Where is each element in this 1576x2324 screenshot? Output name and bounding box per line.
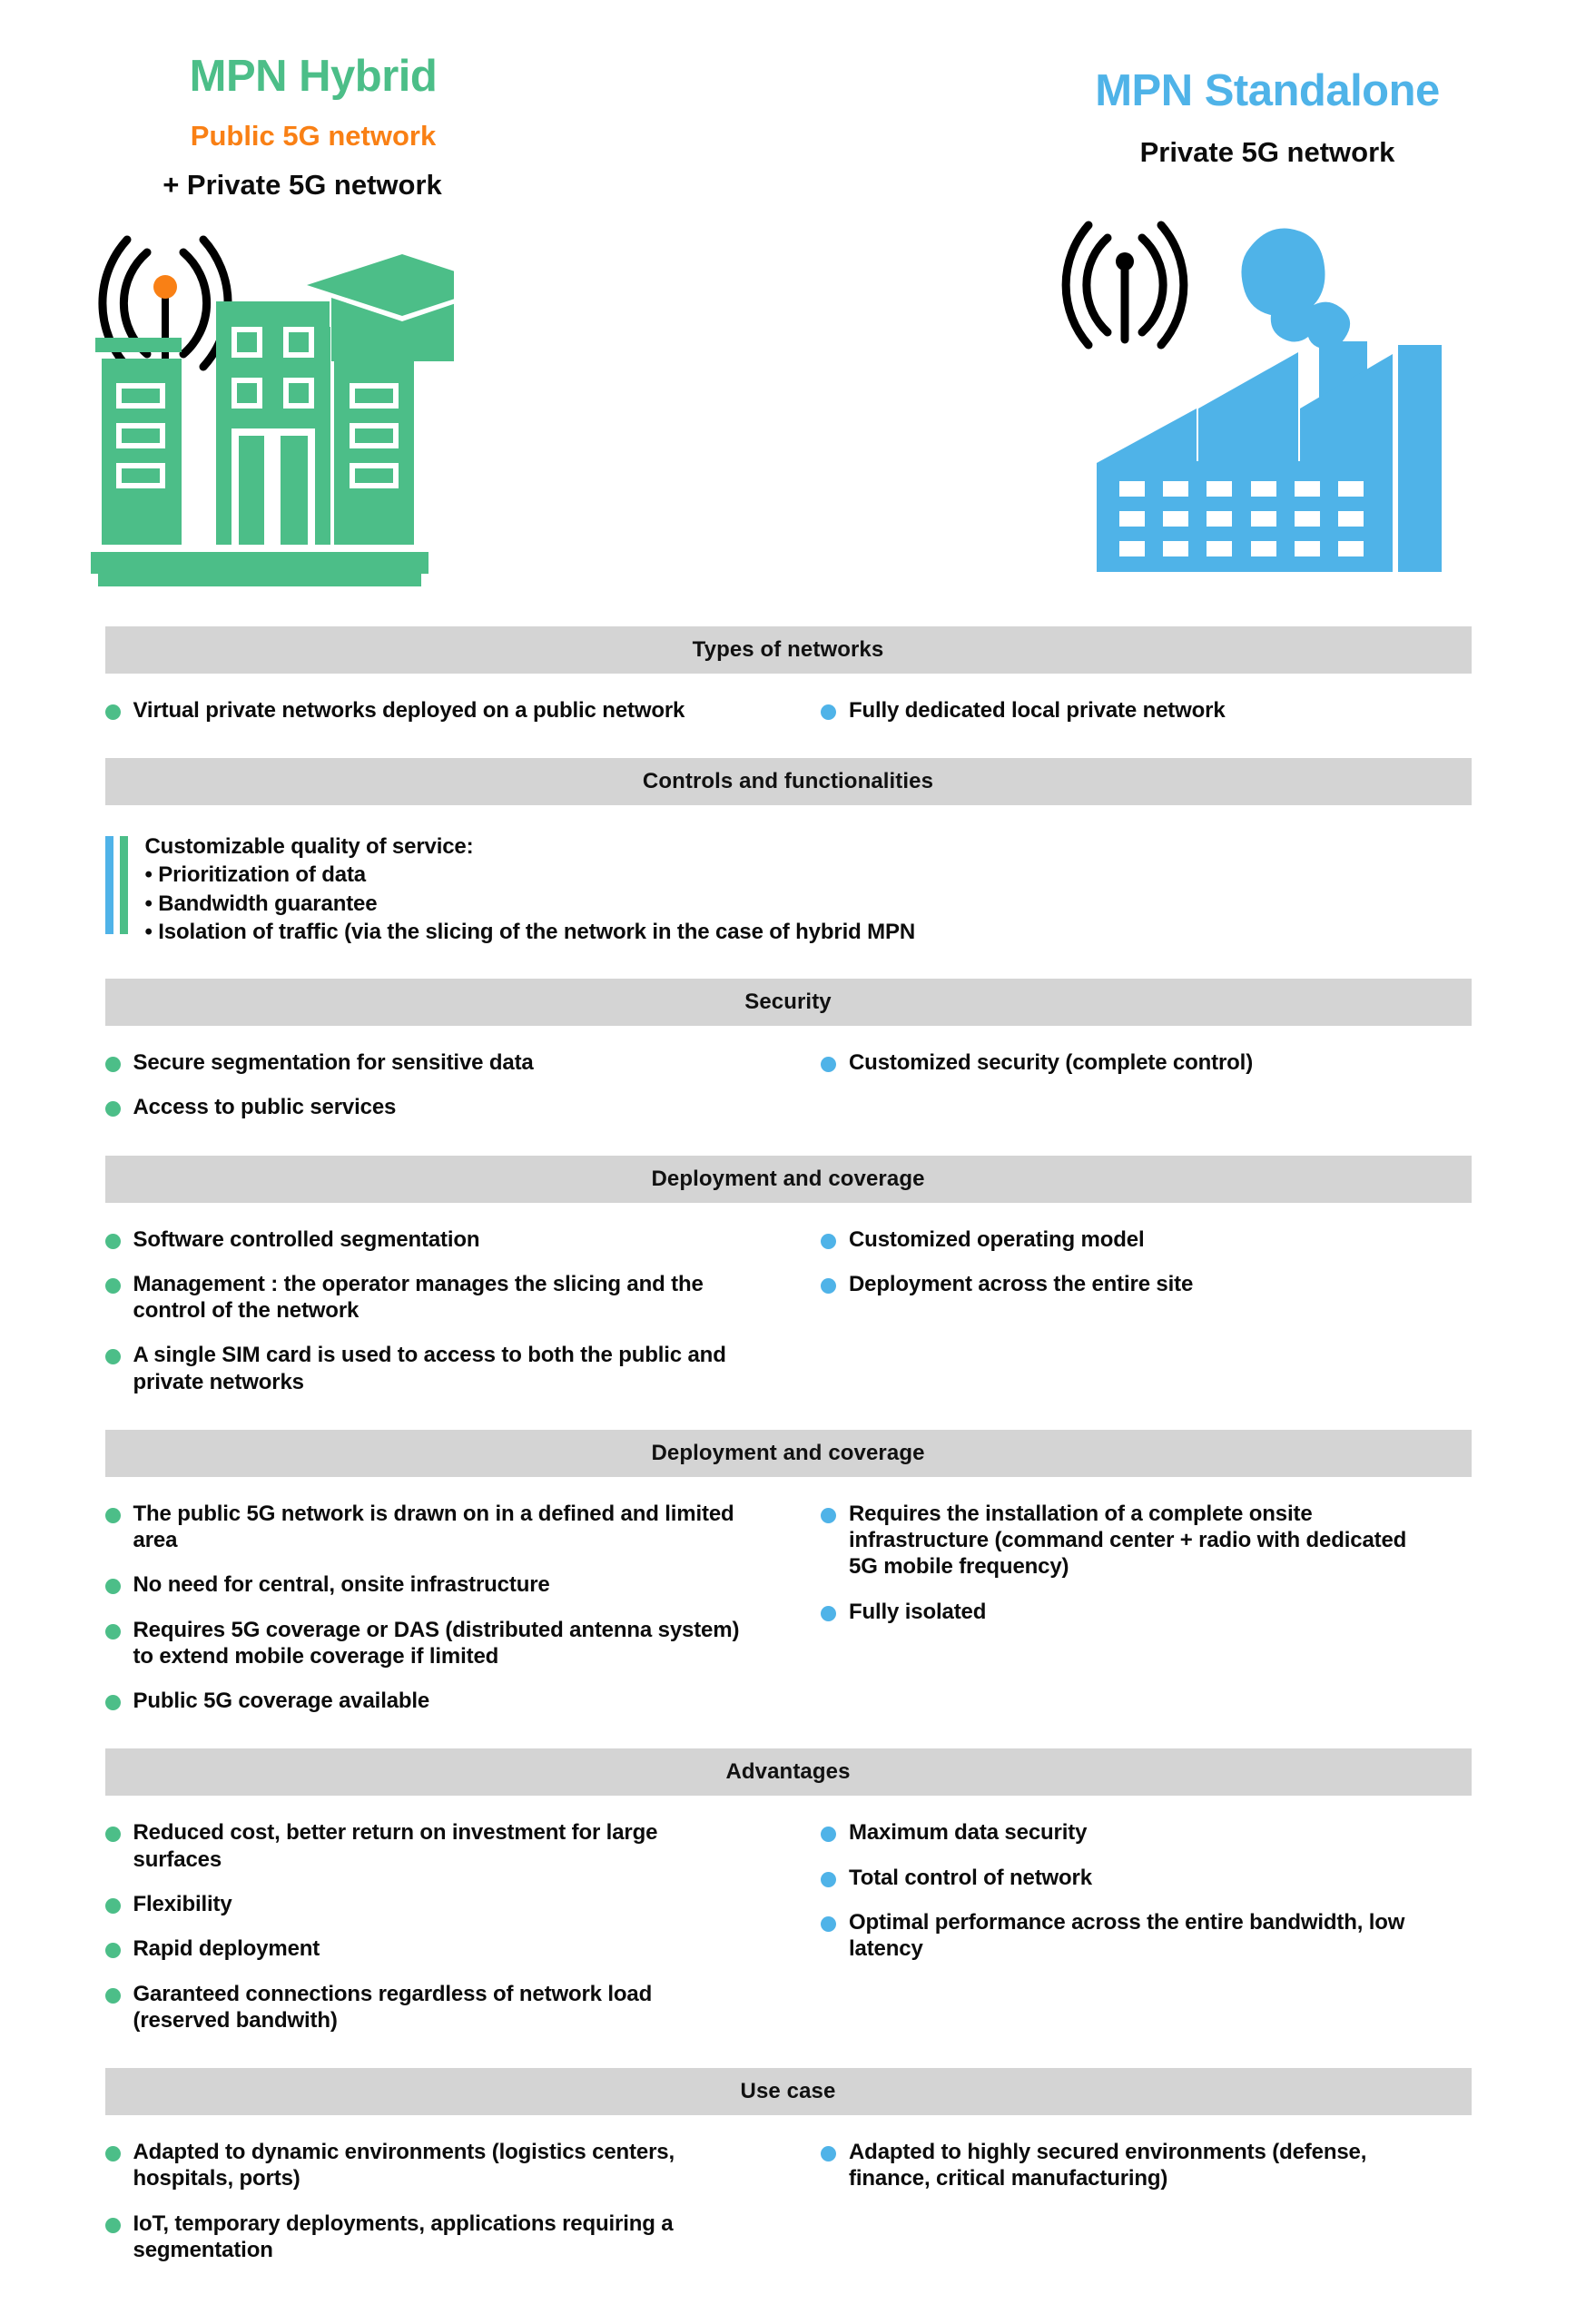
subtitle-private-5g-hybrid: + Private 5G network [163, 168, 442, 201]
bullet-dot-icon [105, 704, 121, 720]
university-building-with-antenna-icon [91, 227, 454, 604]
bullet-dot-icon [821, 2146, 836, 2162]
list-item [821, 1865, 1472, 1891]
list-item-label: The public 5G network is drawn on in a defined and limited area [133, 1501, 734, 1553]
list-item-label: Fully isolated [849, 1599, 987, 1624]
page-title-standalone: MPN Standalone [1095, 66, 1440, 115]
bullet-dot-icon [821, 1872, 836, 1887]
column-mpn-standalone [788, 1026, 1472, 1156]
bullet-dot-icon [821, 1916, 836, 1932]
section-header-label: Deployment and coverage [651, 1440, 925, 1465]
column-mpn-standalone [788, 1477, 1472, 1749]
section-header-label: Controls and functionalities [642, 769, 934, 794]
list-item-label: Customized operating model [849, 1226, 1145, 1252]
list-item [821, 1501, 1472, 1581]
list-item [821, 1599, 1472, 1625]
quality-of-service-line: • Prioritization of data [144, 862, 366, 888]
quality-of-service-line: • Bandwidth guarantee [144, 891, 378, 916]
list-item [105, 1342, 789, 1395]
column-mpn-hybrid [105, 674, 789, 758]
accent-bars-icon [105, 836, 128, 934]
subtitle-private-5g-standalone: Private 5G network [1139, 135, 1395, 168]
list-item [821, 1271, 1472, 1297]
list-item [821, 1049, 1472, 1076]
list-item-label: IoT, temporary deployments, applications requiring a segmentation [133, 2211, 674, 2262]
bullet-dot-icon [105, 2146, 121, 2162]
bullet-dot-icon [105, 1827, 121, 1842]
quality-of-service-line: Customizable quality of service: [144, 834, 474, 860]
section-header-label: Deployment and coverage [651, 1166, 925, 1191]
bullet-dot-icon [821, 1606, 836, 1621]
bullet-dot-icon [821, 1234, 836, 1249]
list-item-label: Optimal performance across the entire bandwidth, low latency [849, 1910, 1405, 1962]
list-item [105, 1981, 789, 2034]
list-item-label: Adapted to highly secured environments (defense, finance, critical manufacturing) [849, 2140, 1367, 2191]
list-item [821, 1226, 1472, 1253]
quality-of-service-line: • Isolation of traffic (via the slicing of the network in the case of hybrid MPN [144, 919, 916, 944]
list-item-label: Management : the operator manages the slicing and the control of the network [133, 1271, 704, 1324]
bullet-dot-icon [821, 704, 836, 720]
column-mpn-hybrid [105, 1796, 789, 2068]
list-item [821, 697, 1472, 724]
bullet-dot-icon [821, 1278, 836, 1294]
list-item [105, 1501, 789, 1554]
bullet-dot-icon [105, 1898, 121, 1914]
comparison-sections [0, 626, 1576, 2298]
list-item-label: Flexibility [133, 1892, 232, 1916]
column-mpn-hybrid [105, 1203, 789, 1430]
column-mpn-standalone [788, 1203, 1472, 1430]
list-item [821, 1819, 1472, 1846]
column-mpn-standalone [788, 674, 1472, 758]
column-mpn-hybrid [105, 1026, 789, 1156]
list-item-label: Garanteed connections regardless of network load (reserved bandwith) [133, 1981, 653, 2033]
list-item [821, 2139, 1472, 2192]
section-columns [105, 674, 1472, 758]
list-item [105, 2139, 789, 2192]
list-item-label: Requires 5G coverage or DAS (distributed antenna system) to extend mobile coverage if limited [133, 1617, 740, 1669]
quality-of-service-lines [145, 832, 916, 946]
section-header-label: Use case [740, 2079, 836, 2104]
header-column-standalone [835, 0, 1576, 169]
section-header-deployment-and-coverage-2 [105, 1430, 1472, 1477]
list-item [105, 1935, 789, 1962]
bullet-dot-icon [105, 1988, 121, 2004]
list-item-label: Software controlled segmentation [133, 1226, 480, 1252]
list-item [105, 1226, 789, 1253]
list-item [821, 1909, 1472, 1963]
quality-of-service-block [105, 805, 1472, 979]
list-item-label: Secure segmentation for sensitive data [133, 1050, 534, 1076]
bullet-dot-icon [105, 1234, 121, 1249]
section-columns [105, 1477, 1472, 1749]
list-item-label: Rapid deployment [133, 1936, 320, 1962]
column-mpn-standalone [788, 2115, 1472, 2298]
list-item-label: Customized security (complete control) [849, 1050, 1254, 1076]
list-item-label: Reduced cost, better return on investment for large surfaces [133, 1820, 658, 1872]
subtitle-public-5g: Public 5G network [190, 119, 437, 152]
header-column-hybrid [0, 0, 744, 201]
list-item-label: Adapted to dynamic environments (logistics centers, hospitals, ports) [133, 2140, 675, 2191]
section-header-advantages [105, 1748, 1472, 1796]
antenna-signal-dot [153, 275, 177, 299]
bullet-dot-icon [105, 1101, 121, 1117]
section-columns [105, 2115, 1472, 2298]
section-header-types-of-networks [105, 626, 1472, 674]
bullet-dot-icon [105, 1695, 121, 1710]
list-item-label: Requires the installation of a complete onsite infrastructure (command center + radio with dedicated 5G mobile frequency) [849, 1501, 1407, 1580]
list-item [105, 697, 789, 724]
bullet-dot-icon [105, 1057, 121, 1072]
section-header-security [105, 979, 1472, 1026]
smoke-plume-icon [1241, 229, 1350, 350]
section-header-label: Types of networks [692, 637, 884, 662]
list-item-label: Access to public services [133, 1095, 397, 1120]
list-item [105, 1094, 789, 1120]
section-columns [105, 1026, 1472, 1156]
column-mpn-hybrid [105, 1477, 789, 1749]
factory-with-antenna-icon [1060, 216, 1460, 595]
bullet-dot-icon [105, 1624, 121, 1640]
factory-icon [1097, 341, 1442, 572]
list-item-label: Public 5G coverage available [133, 1689, 430, 1714]
list-item [105, 1688, 789, 1714]
section-columns [105, 1796, 1472, 2068]
bullet-dot-icon [105, 1278, 121, 1294]
bullet-dot-icon [821, 1057, 836, 1072]
list-item-label: A single SIM card is used to access to both the public and private networks [133, 1343, 726, 1394]
list-item-label: Total control of network [849, 1865, 1092, 1890]
section-header-deployment-and-coverage-1 [105, 1156, 1472, 1203]
list-item-label: No need for central, onsite infrastructure [133, 1572, 550, 1598]
list-item [105, 1049, 789, 1076]
bullet-dot-icon [821, 1508, 836, 1523]
header [0, 0, 1576, 610]
list-item [105, 1891, 789, 1917]
section-columns [105, 1203, 1472, 1430]
list-item [105, 1571, 789, 1598]
bullet-dot-icon [105, 2218, 121, 2233]
list-item [105, 2211, 789, 2264]
bullet-dot-icon [105, 1508, 121, 1523]
list-item-label: Maximum data security [849, 1820, 1088, 1846]
bullet-dot-icon [105, 1579, 121, 1594]
bullet-dot-icon [105, 1349, 121, 1364]
list-item-label: Virtual private networks deployed on a public network [133, 698, 685, 723]
page-title-hybrid: MPN Hybrid [189, 52, 438, 101]
list-item-label: Deployment across the entire site [849, 1271, 1194, 1296]
section-header-use-case [105, 2068, 1472, 2115]
section-header-label: Security [744, 990, 832, 1015]
list-item-label: Fully dedicated local private network [849, 698, 1226, 723]
column-mpn-standalone [788, 1796, 1472, 2068]
list-item [105, 1819, 789, 1873]
bullet-dot-icon [105, 1943, 121, 1958]
bullet-dot-icon [821, 1827, 836, 1842]
section-header-label: Advantages [725, 1759, 851, 1785]
section-header-controls-and-functionalities [105, 758, 1472, 805]
column-mpn-hybrid [105, 2115, 789, 2298]
list-item [105, 1271, 789, 1324]
list-item [105, 1617, 789, 1670]
